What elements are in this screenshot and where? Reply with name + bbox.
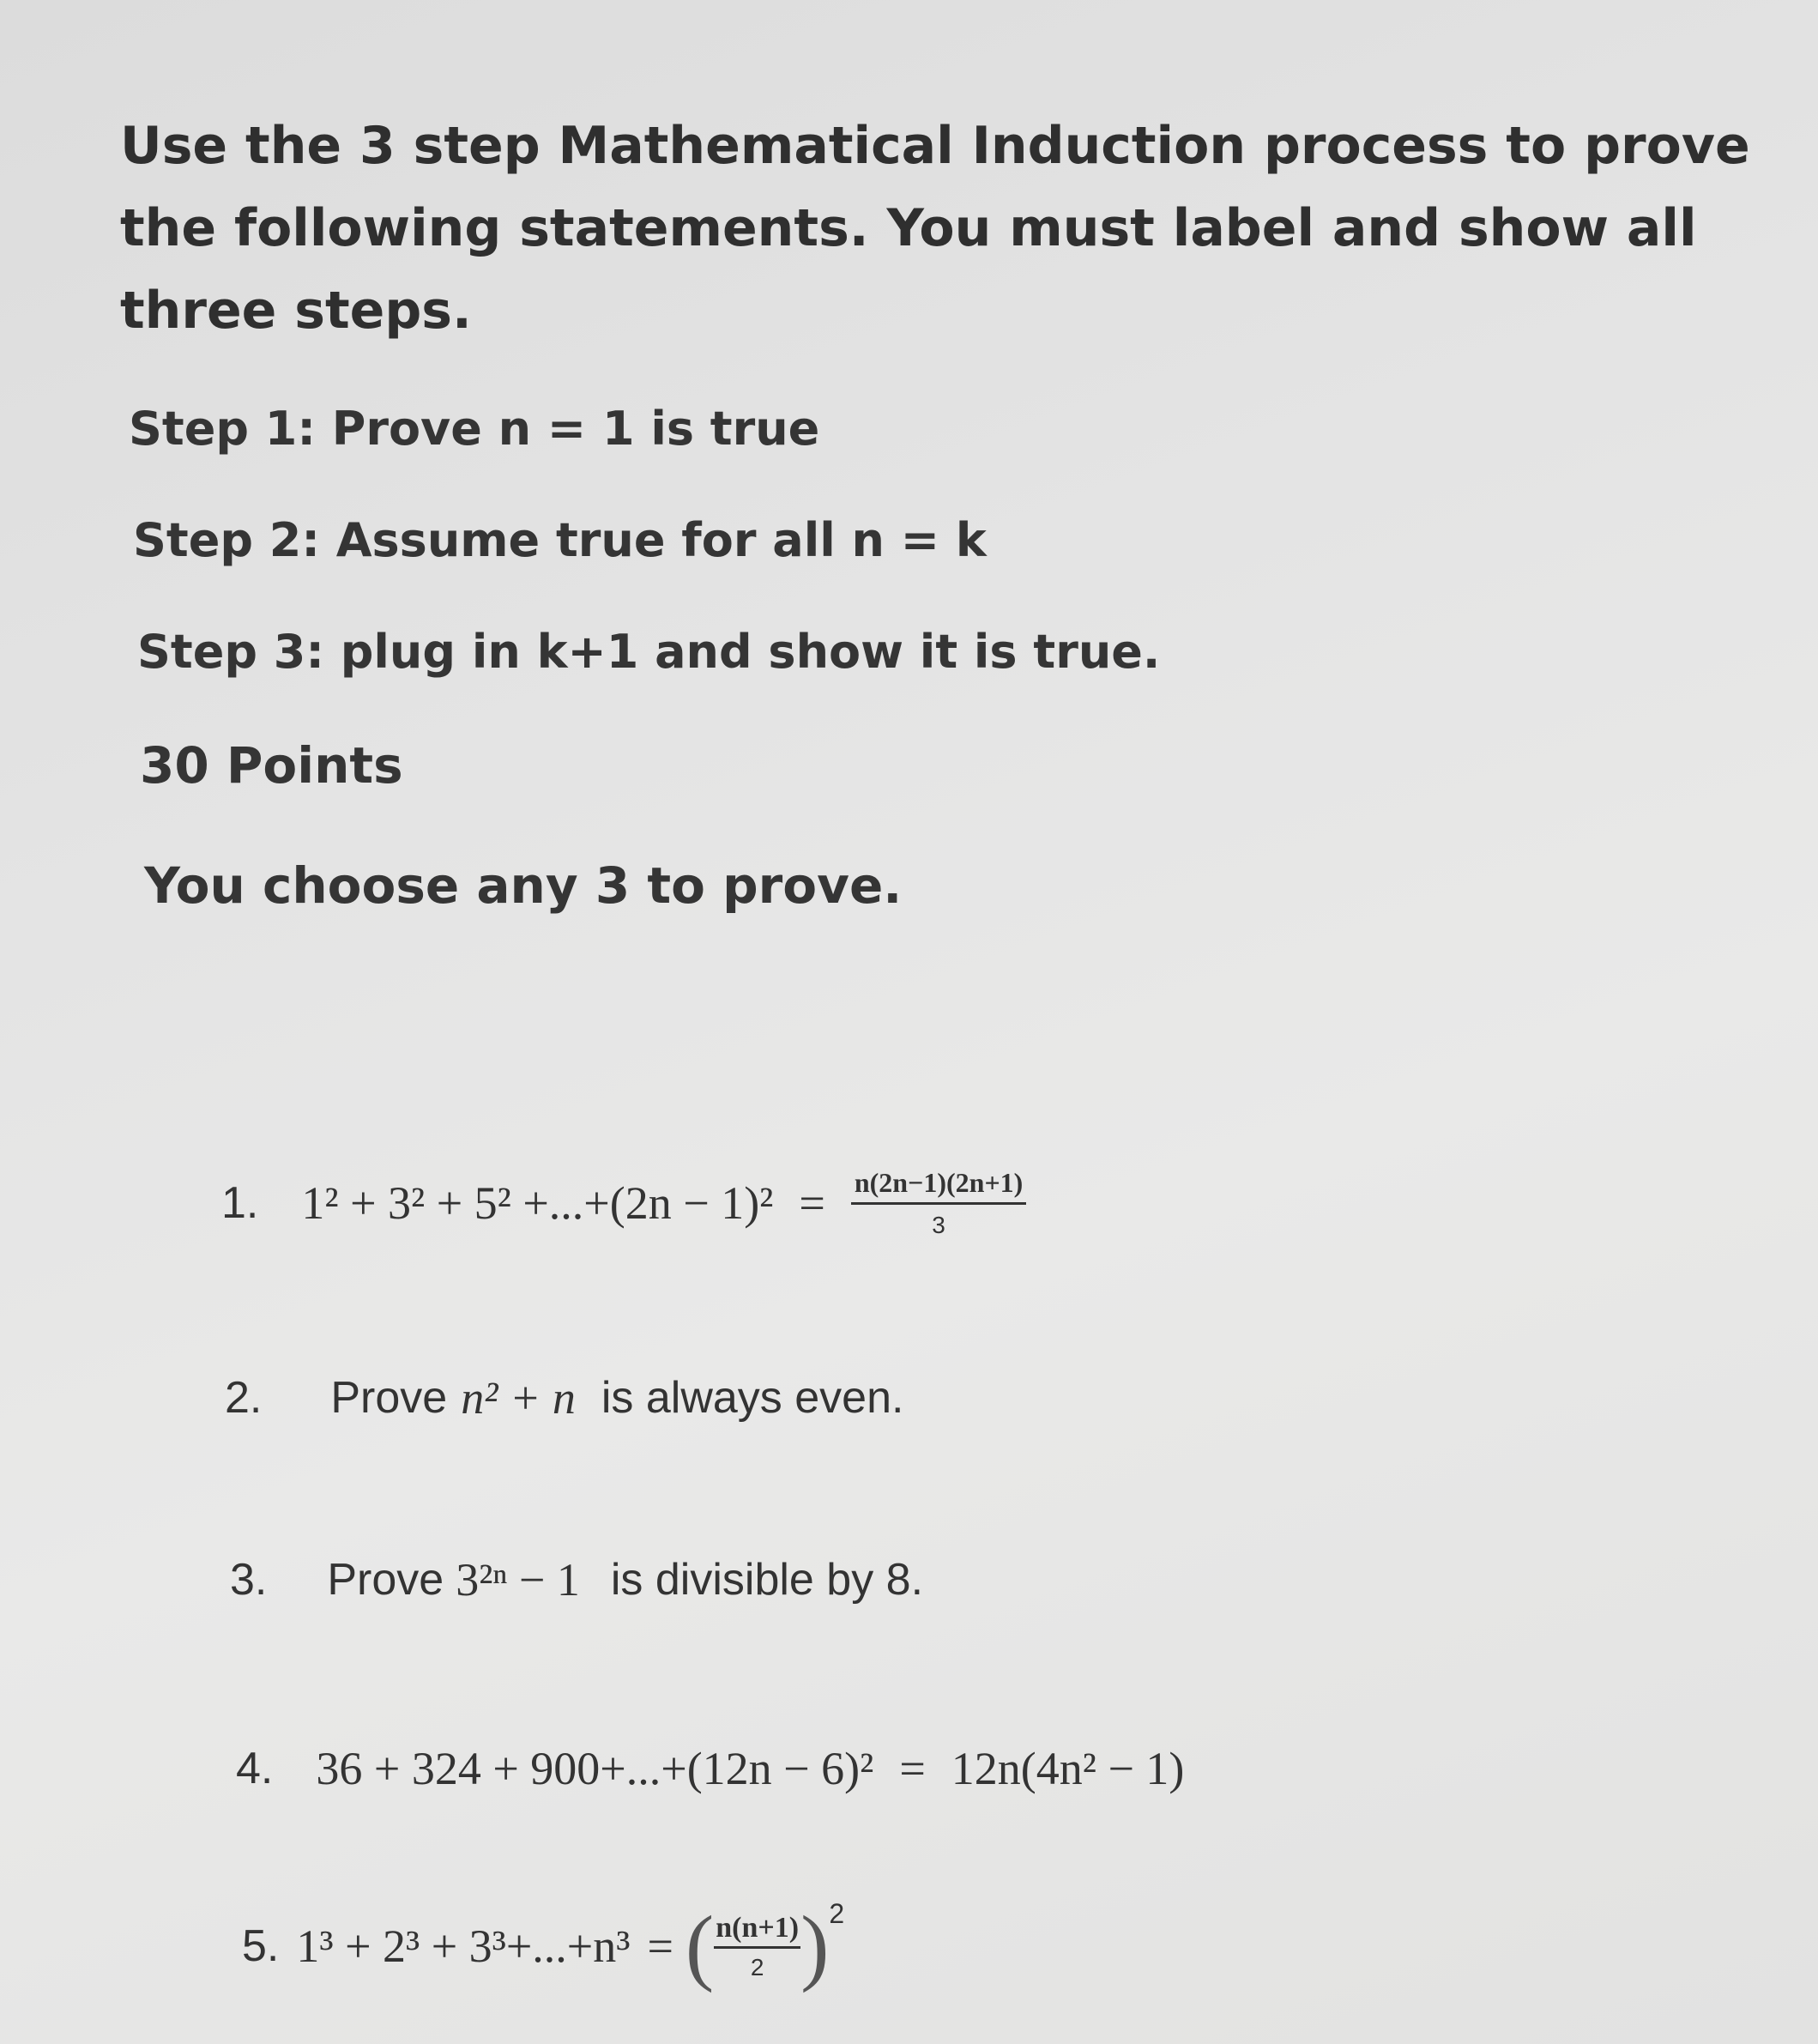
problem-3-expr: 3²ⁿ − 1 bbox=[456, 1554, 580, 1606]
problem-3 bbox=[230, 1553, 923, 1606]
problem-2-suffix: is always even. bbox=[601, 1373, 904, 1423]
step-3: Step 3: plug in k+1 and show it is true. bbox=[137, 625, 1161, 679]
points-label: 30 Points bbox=[140, 736, 403, 795]
problem-5 bbox=[242, 1898, 845, 1993]
problem-5-denominator: 2 bbox=[750, 1953, 764, 1981]
problem-2-number: 2. bbox=[225, 1373, 263, 1423]
step-1: Step 1: Prove n = 1 is true bbox=[129, 402, 820, 456]
problem-4-number: 4. bbox=[236, 1744, 274, 1793]
problem-5-numerator: n(n+1) bbox=[714, 1912, 800, 1949]
problem-5-equals: = bbox=[647, 1920, 673, 1972]
problem-2-prefix: Prove bbox=[330, 1373, 448, 1423]
problem-5-exponent: 2 bbox=[829, 1898, 845, 1929]
problem-3-number: 3. bbox=[230, 1555, 268, 1605]
problem-1-denominator: 3 bbox=[932, 1212, 945, 1238]
problem-1-fraction bbox=[851, 1167, 1026, 1239]
problem-2-expr: n² + n bbox=[461, 1372, 576, 1424]
problem-1 bbox=[221, 1167, 1026, 1239]
problem-1-lhs: 1² + 3² + 5² +...+(2n − 1)² bbox=[301, 1177, 774, 1229]
problem-4-equals: = bbox=[899, 1743, 926, 1794]
problem-4 bbox=[236, 1742, 1184, 1795]
problem-3-prefix: Prove bbox=[327, 1555, 444, 1605]
problem-4-rhs: 12n(4n² − 1) bbox=[951, 1743, 1185, 1794]
problem-5-lhs: 1³ + 2³ + 3³+...+n³ bbox=[296, 1920, 631, 1972]
problem-1-number: 1. bbox=[221, 1178, 259, 1228]
step-2: Step 2: Assume true for all n = k bbox=[133, 513, 987, 567]
problem-5-right-paren: ) bbox=[800, 1898, 830, 1993]
problem-1-numerator: n(2n−1)(2n+1) bbox=[851, 1167, 1026, 1205]
problem-3-suffix: is divisible by 8. bbox=[610, 1555, 924, 1605]
problem-4-lhs: 36 + 324 + 900+...+(12n − 6)² bbox=[316, 1743, 874, 1794]
problem-5-number: 5. bbox=[242, 1921, 280, 1971]
problem-5-left-paren: ( bbox=[685, 1898, 715, 1993]
problem-2 bbox=[225, 1371, 903, 1424]
problem-5-fraction bbox=[714, 1912, 800, 1981]
instructions-text: Use the 3 step Mathematical Induction process to prove the following statements. You must label and show all three steps. bbox=[120, 116, 1750, 341]
choice-text: You choose any 3 to prove. bbox=[144, 856, 903, 915]
problem-1-equals: = bbox=[799, 1177, 825, 1229]
